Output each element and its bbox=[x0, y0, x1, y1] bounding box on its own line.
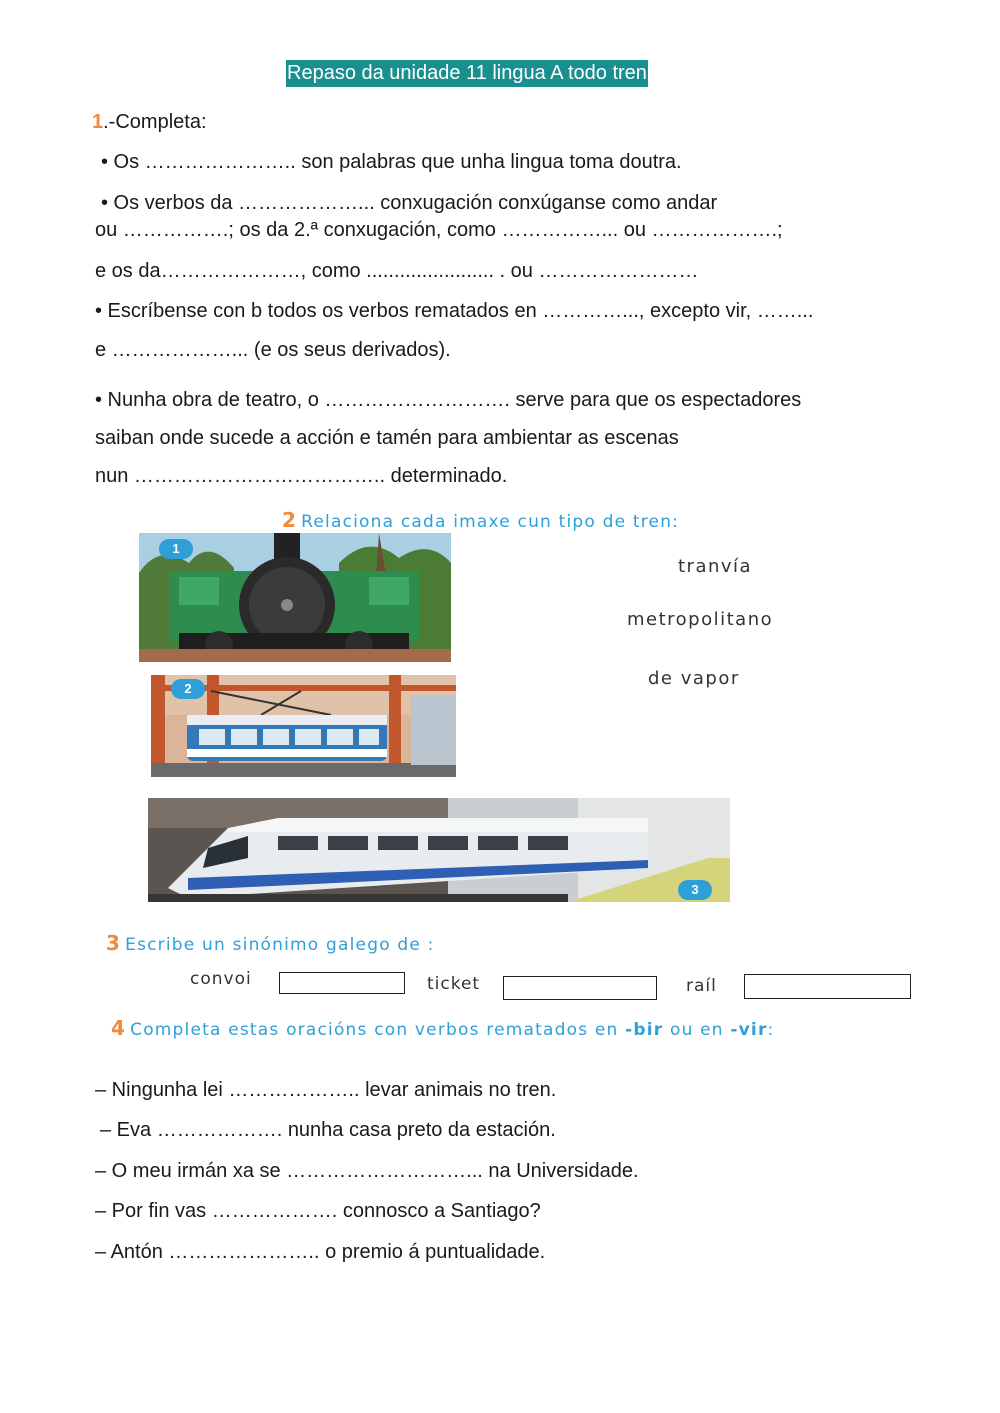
exercise-4-title-pre: Completa estas oracións con verbos rematados en bbox=[130, 1020, 626, 1040]
ex1-line-6: e ………………... (e os seus derivados). bbox=[95, 339, 451, 361]
option-tranvia: tranvía bbox=[678, 556, 753, 577]
synonym-label-ticket: ticket bbox=[427, 974, 481, 994]
exercise-1-title: .-Completa: bbox=[103, 111, 207, 133]
exercise-2-heading bbox=[282, 508, 679, 532]
ex4-line-5: – Antón ………………….. o premio á puntualidade. bbox=[95, 1241, 546, 1263]
exercise-3-number: 3 bbox=[106, 931, 122, 955]
metro-illustration bbox=[148, 798, 730, 902]
exercise-4-title-mid: ou en bbox=[663, 1020, 731, 1040]
exercise-4-number: 4 bbox=[111, 1016, 127, 1040]
photo-1-badge: 1 bbox=[159, 539, 193, 559]
exercise-4-title-bir: -bir bbox=[625, 1020, 664, 1040]
metro-photo bbox=[148, 798, 730, 902]
ex1-line-3: ou …………….; os da 2.ª conxugación, como ……………... ou ……………….; bbox=[95, 219, 783, 241]
synonym-label-convoi: convoi bbox=[190, 969, 252, 989]
exercise-3-title: Escribe un sinónimo galego de : bbox=[125, 935, 435, 955]
exercise-4-title-end: : bbox=[767, 1020, 775, 1040]
ex4-line-4: – Por fin vas ………………. connosco a Santiago? bbox=[95, 1200, 541, 1222]
synonym-input-ticket[interactable] bbox=[503, 976, 657, 1000]
ex4-line-3: – O meu irmán xa se ………………………... na Universidade. bbox=[95, 1160, 639, 1182]
ex1-line-2: • Os verbos da ………………... conxugación conxúganse como andar bbox=[101, 192, 718, 214]
worksheet-title: Repaso da unidade 11 lingua A todo tren bbox=[286, 60, 648, 87]
exercise-4-heading bbox=[111, 1016, 774, 1040]
ex1-line-9: nun ……………………………….. determinado. bbox=[95, 465, 508, 487]
option-de-vapor: de vapor bbox=[648, 668, 740, 689]
ex1-line-7: • Nunha obra de teatro, o ………………………. serve para que os espectadores bbox=[95, 389, 802, 411]
tram-photo bbox=[151, 675, 456, 777]
ex1-line-5: • Escríbense con b todos os verbos rematados en …………..., excepto vir, ……... bbox=[95, 300, 814, 322]
exercise-4-title-vir: -vir bbox=[730, 1020, 768, 1040]
exercise-3-heading bbox=[106, 931, 435, 955]
ex1-line-8: saiban onde sucede a acción e tamén para ambientar as escenas bbox=[95, 427, 679, 449]
photo-2-badge: 2 bbox=[171, 679, 205, 699]
exercise-1-number: 1 bbox=[92, 111, 104, 133]
exercise-2-number: 2 bbox=[282, 508, 298, 532]
exercise-1-heading bbox=[92, 110, 207, 134]
ex4-line-2: – Eva ………………. nunha casa preto da estación. bbox=[100, 1119, 556, 1141]
exercise-2-title: Relaciona cada imaxe cun tipo de tren: bbox=[301, 512, 680, 532]
ex1-line-4: e os da…………………, como ....................... . ou …………………… bbox=[95, 260, 699, 282]
photo-3-badge: 3 bbox=[678, 880, 712, 900]
ex1-line-1: • Os ………………….. son palabras que unha lingua toma doutra. bbox=[101, 151, 682, 173]
synonym-label-rail: raíl bbox=[686, 976, 717, 996]
synonym-input-convoi[interactable] bbox=[279, 972, 405, 994]
steam-train-photo bbox=[139, 533, 451, 662]
synonym-input-rail[interactable] bbox=[744, 974, 911, 999]
option-metropolitano: metropolitano bbox=[627, 609, 774, 630]
ex4-line-1: – Ningunha lei ……………….. levar animais no tren. bbox=[95, 1079, 557, 1101]
